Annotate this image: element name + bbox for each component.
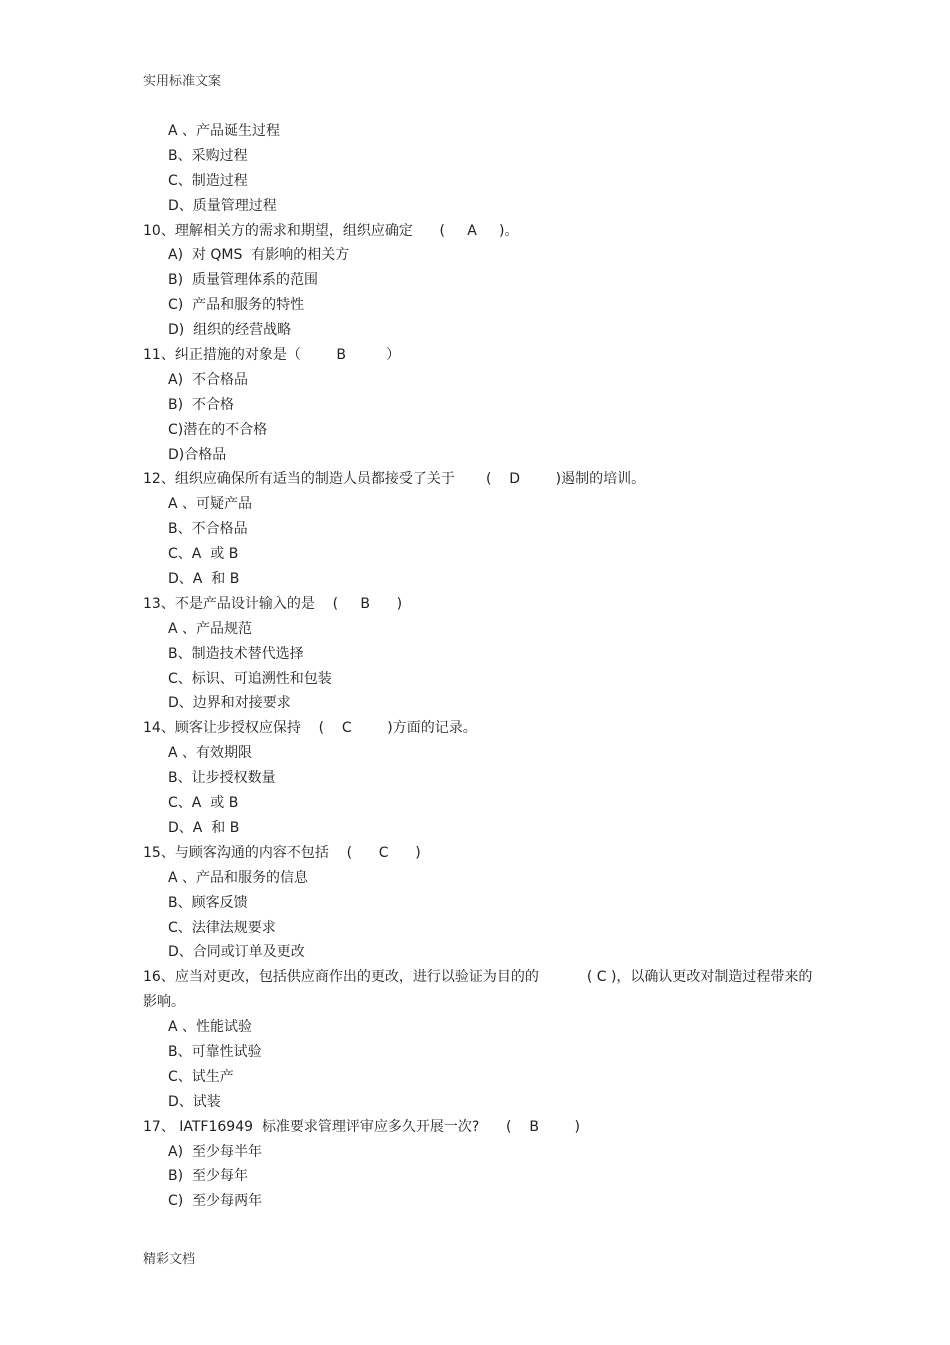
answer-option: A) 对 QMS 有影响的相关方	[168, 247, 350, 264]
answer-option: B、不合格品	[168, 521, 248, 538]
answer-option: C)潜在的不合格	[168, 421, 268, 438]
question-16-answer: ( C )，以确认更改对制造过程带来的影响。	[143, 969, 813, 1011]
question-text: 17、 IATF16949 标准要求管理评审应多久开展一次? ( B )	[143, 1118, 580, 1135]
question-text: 10、理解相关方的需求和期望，组织应确定 ( A )。	[143, 222, 519, 239]
answer-option: A) 不合格品	[168, 371, 248, 388]
page-header: 实用标准文案	[143, 74, 222, 89]
answer-option: C) 至少每两年	[168, 1193, 263, 1210]
answer-option: A 、有效期限	[168, 745, 253, 762]
answer-option: D、质量管理过程	[168, 197, 277, 214]
answer-option: D、边界和对接要求	[168, 695, 291, 712]
question-text: 11、纠正措施的对象是（ B ）	[143, 347, 401, 364]
answer-option: C、试生产	[168, 1068, 234, 1085]
answer-option: D、合同或订单及更改	[168, 944, 305, 961]
answer-option: A 、产品规范	[168, 620, 253, 637]
question-text: 14、顾客让步授权应保持 ( C )方面的记录。	[143, 720, 477, 737]
answer-option: B、可靠性试验	[168, 1043, 262, 1060]
answer-option: A 、产品诞生过程	[168, 123, 281, 139]
answer-option: C、标识、可追溯性和包装	[168, 670, 332, 687]
answer-option: B) 至少每年	[168, 1168, 248, 1185]
question-block-2	[143, 1015, 823, 1214]
question-16	[143, 965, 823, 1015]
answer-option: C) 产品和服务的特性	[168, 297, 305, 314]
document-content	[143, 119, 823, 1214]
answer-option: B) 质量管理体系的范围	[168, 272, 318, 289]
answer-option: D、A 和 B	[168, 819, 240, 836]
question-block-1	[143, 119, 823, 965]
answer-option: D、A 和 B	[168, 571, 240, 588]
answer-option: B、顾客反馈	[168, 894, 248, 911]
question-text: 13、不是产品设计输入的是 ( B )	[143, 595, 403, 612]
answer-option: D、试装	[168, 1093, 221, 1110]
question-text: 12、组织应确保所有适当的制造人员都接受了关于 ( D )遏制的培训。	[143, 471, 646, 488]
answer-option: A 、产品和服务的信息	[168, 869, 309, 886]
answer-option: B、让步授权数量	[168, 770, 276, 787]
answer-option: A 、可疑产品	[168, 496, 253, 513]
answer-option: C、制造过程	[168, 172, 248, 189]
answer-option: C、A 或 B	[168, 546, 239, 563]
answer-option: D) 组织的经营战略	[168, 322, 292, 339]
answer-option: B、采购过程	[168, 147, 248, 164]
question-16-text: 16、应当对更改，包括供应商作出的更改，进行以验证为目的的	[143, 969, 539, 986]
answer-option: B、制造技术替代选择	[168, 645, 304, 662]
page-footer: 精彩文档	[143, 1252, 196, 1267]
answer-option: D)合格品	[168, 446, 227, 463]
answer-option: B) 不合格	[168, 396, 234, 413]
answer-option: A 、性能试验	[168, 1019, 253, 1036]
question-text: 15、与顾客沟通的内容不包括 ( C )	[143, 844, 421, 861]
answer-option: C、法律法规要求	[168, 919, 276, 936]
answer-option: A) 至少每半年	[168, 1143, 262, 1160]
answer-option: C、A 或 B	[168, 795, 239, 812]
